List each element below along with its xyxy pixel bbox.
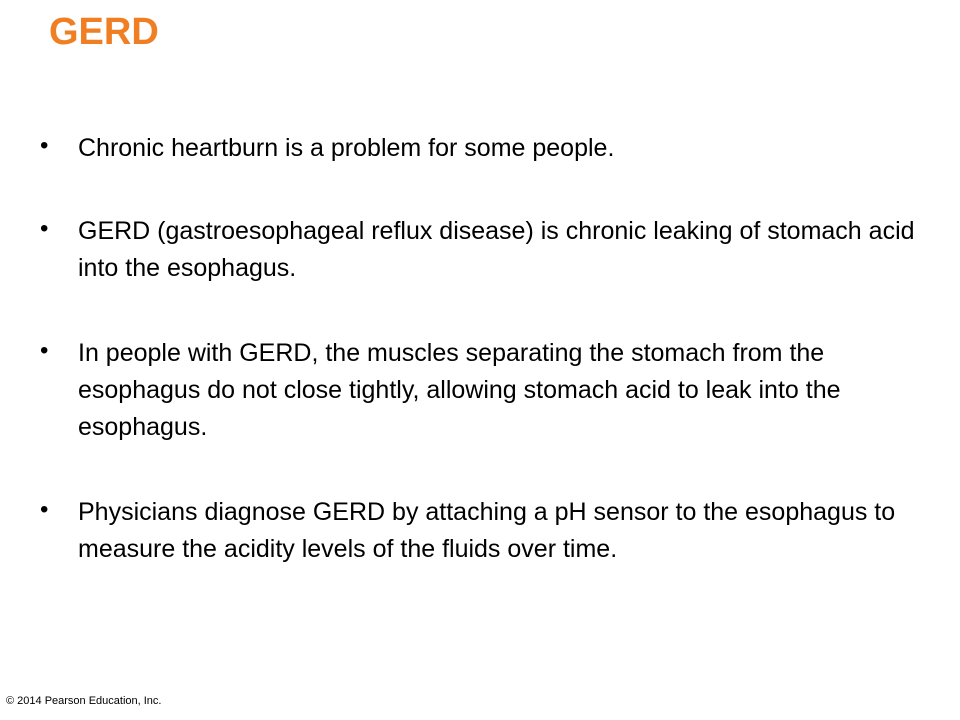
bullet-text: Chronic heartburn is a problem for some people. [78, 134, 615, 162]
bullet-text: Physicians diagnose GERD by attaching a pH sensor to the esophagus to measure the acidity levels of the fluids over time. [78, 498, 896, 563]
bullet-icon: • [40, 337, 49, 364]
bullet-icon: • [40, 132, 49, 159]
bullet-icon: • [40, 215, 49, 242]
bullet-item [36, 494, 936, 568]
slide-title: GERD [49, 11, 159, 53]
bullet-item [36, 335, 936, 446]
copyright-notice: © 2014 Pearson Education, Inc. [6, 695, 162, 707]
bullet-text: In people with GERD, the muscles separating the stomach from the esophagus do not close tightly, allowing stomach acid to leak into the esophagus. [78, 339, 841, 441]
bullet-item [36, 130, 936, 167]
bullet-list [36, 130, 936, 614]
bullet-icon: • [40, 496, 49, 523]
bullet-text: GERD (gastroesophageal reflux disease) is chronic leaking of stomach acid into the esophagus. [78, 217, 915, 282]
bullet-item [36, 213, 936, 287]
